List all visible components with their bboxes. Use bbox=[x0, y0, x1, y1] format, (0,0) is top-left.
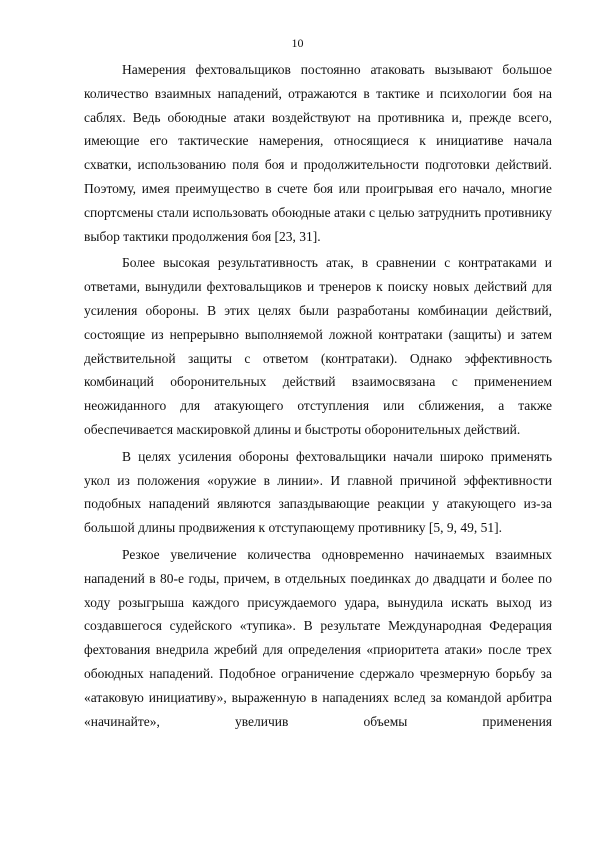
page-number: 10 bbox=[291, 36, 304, 50]
paragraph-3: В целях усиления обороны фехтовальщики начали широко применять укол из положения «оружие в линии». И главной причиной эффективности подобных нападений являются запаздывающие реакции у атакующего из-за большой длины продвижения к отступающему противнику [5, 9, 49, 51]. bbox=[84, 448, 552, 536]
body-text bbox=[84, 58, 552, 736]
paragraph-2: Более высокая результативность атак, в сравнении с контратаками и ответами, вынудили фехтовальщиков и тренеров к поиску новых действий для усиления обороны. В этих целях были разработаны комбинации действий, состоящие из непрерывно выполняемой ложной контратаки (защиты) и затем действительной защиты с ответом (контратаки). Однако эффективность комбинаций оборонительных действий взаимосвязана с применением неожиданного для атакующего отступления или сближения, а также обеспечивается маскировкой длины и быстроты оборонительных действий. bbox=[84, 255, 552, 437]
paragraph-1: Намерения фехтовальщиков постоянно атаковать вызывают большое количество взаимных нападений, отражаются в тактике и психологии боя на саблях. Ведь обоюдные атаки воздействуют на противника и, прежде всего, имеющие его тактические намерения, относящиеся к инициативе начала схватки, использованию поля боя и продолжительности подготовки действий. Поэтому, имея преимущество в счете боя или проигрывая его начало, многие спортсмены стали использовать обоюдные атаки с целью затруднить противнику выбор тактики продолжения боя [23, 31]. bbox=[84, 62, 552, 244]
paragraph-4: Резкое увеличение количества одновременно начинаемых взаимных нападений в 80-е годы, причем, в отдельных поединках до двадцати и более по ходу розыгрыша каждого присуждаемого удара, вынудила искать выход из создавшегося судейского «тупика». В результате Международная Федерация фехтования внедрила жребий для определения «приоритета атаки» после трех обоюдных нападений. Подобное ограничение сдержало чрезмерную борьбу за «атаковую инициативу», выраженную в нападениях вслед за командой арбитра «начинайте», увеличив объемы применения bbox=[84, 546, 552, 729]
